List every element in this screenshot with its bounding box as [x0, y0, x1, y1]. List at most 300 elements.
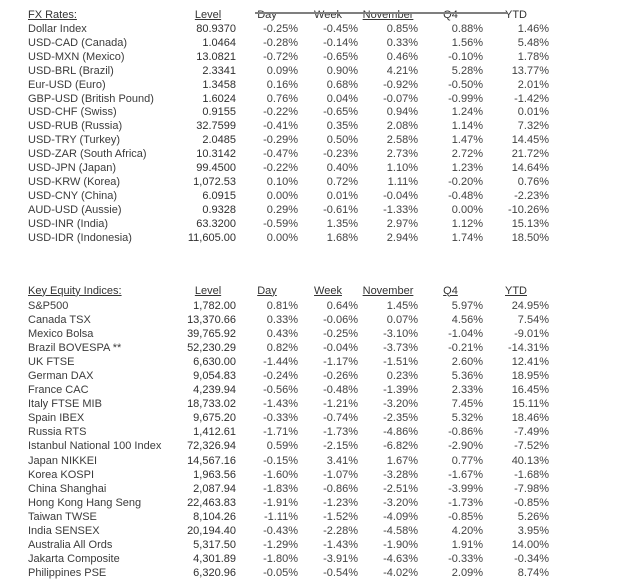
cell-q4: -0.86% [448, 426, 483, 439]
cell-week: -1.52% [323, 510, 358, 523]
cell-day: -0.72% [263, 50, 298, 63]
cell-ytd: 2.01% [517, 78, 549, 91]
cell-week: 0.72% [326, 175, 358, 188]
cell-november: -4.63% [383, 553, 418, 566]
cell-level: 0.9155 [202, 106, 236, 119]
cell-day: -0.59% [263, 217, 298, 230]
cell-november: -3.73% [383, 341, 418, 354]
cell-day: -0.47% [263, 148, 298, 161]
cell-ytd: 14.64% [511, 162, 549, 175]
cell-ytd: 24.95% [511, 299, 549, 312]
row-label: China Shanghai [28, 482, 107, 495]
table-row [0, 468, 549, 482]
cell-level: 11,605.00 [187, 231, 236, 244]
cell-level: 2,087.94 [193, 482, 236, 495]
cell-week: -1.21% [323, 398, 358, 411]
table-row [0, 439, 549, 453]
cell-q4: 0.77% [451, 454, 483, 467]
cell-week: -0.25% [323, 327, 358, 340]
cell-level: 1.6024 [202, 92, 236, 105]
cell-q4: -1.67% [448, 468, 483, 481]
cell-week: -0.54% [323, 567, 358, 580]
cell-november: 1.45% [386, 299, 418, 312]
cell-level: 2.0485 [202, 134, 236, 147]
cell-q4: -0.85% [448, 510, 483, 523]
cell-ytd: -1.42% [514, 92, 549, 105]
cell-ytd: 16.45% [511, 384, 549, 397]
row-label: Italy FTSE MIB [28, 398, 102, 411]
cell-day: -1.60% [263, 468, 298, 481]
cell-q4: 7.45% [451, 398, 483, 411]
cell-ytd: 13.77% [511, 64, 549, 77]
key-equity-indices-column-header-november: November [362, 284, 414, 297]
cell-ytd: -10.26% [508, 203, 549, 216]
table-row [0, 79, 549, 93]
table-row [0, 411, 549, 425]
cell-level: 6,320.96 [193, 567, 236, 580]
cell-ytd: 15.11% [512, 398, 549, 411]
fx-rates-column-header-week: Week [314, 9, 342, 21]
table-row [0, 369, 549, 383]
cell-day: -1.83% [263, 482, 298, 495]
fx-equity-report-page [0, 7, 640, 581]
row-label: S&P500 [28, 299, 69, 312]
cell-ytd: -7.49% [514, 426, 549, 439]
cell-week: -0.04% [323, 341, 358, 354]
cell-week: -0.74% [323, 412, 358, 425]
cell-level: 1,963.56 [193, 468, 236, 481]
cell-level: 6.0915 [202, 189, 236, 202]
cell-week: -0.86% [323, 482, 358, 495]
cell-november: -4.09% [383, 510, 418, 523]
cell-november: -4.86% [383, 426, 418, 439]
cell-week: -0.61% [323, 203, 358, 216]
cell-november: 0.33% [386, 36, 418, 49]
fx-header-row [0, 7, 549, 23]
fx-rates-column-header-ytd: YTD [505, 9, 527, 21]
fx-rates-column-header-day: Day [257, 9, 277, 21]
row-label: GBP-USD (British Pound) [28, 92, 154, 105]
cell-q4: 1.23% [451, 162, 483, 175]
row-label: Mexico Bolsa [28, 327, 94, 340]
cell-q4: 1.12% [451, 217, 483, 230]
fx-rates-table [0, 7, 549, 246]
table-row [0, 190, 549, 204]
cell-day: -0.25% [263, 23, 298, 35]
table-row [0, 65, 549, 79]
cell-november: -6.82% [383, 440, 418, 453]
cell-level: 32.7599 [196, 120, 236, 133]
key-equity-indices-table [0, 284, 549, 581]
cell-week: 1.68% [326, 231, 358, 244]
cell-november: -3.20% [383, 496, 418, 509]
table-row [0, 204, 549, 218]
row-label: Spain IBEX [28, 412, 85, 425]
table-row [0, 327, 549, 341]
cell-day: -1.71% [263, 426, 298, 439]
cell-november: -3.28% [383, 468, 418, 481]
cell-day: 0.59% [266, 440, 298, 453]
cell-week: -1.23% [323, 496, 358, 509]
row-label: India SENSEX [28, 525, 100, 537]
cell-q4: 5.32% [451, 412, 483, 425]
cell-day: 0.33% [266, 313, 298, 326]
table-row [0, 232, 549, 246]
cell-q4: -2.90% [448, 440, 483, 453]
cell-q4: 0.00% [451, 203, 483, 216]
cell-ytd: 8.74% [517, 567, 549, 580]
cell-q4: 2.60% [451, 355, 483, 368]
cell-q4: 0.88% [451, 23, 483, 35]
cell-november: -3.20% [383, 398, 418, 411]
cell-ytd: 0.76% [517, 175, 549, 188]
table-row [0, 176, 549, 190]
cell-day: 0.29% [266, 203, 298, 216]
row-label: USD-CNY (China) [28, 189, 118, 202]
row-label: Hong Kong Hang Seng [28, 496, 142, 509]
cell-week: 0.35% [326, 120, 358, 133]
row-label: Australia All Ords [28, 539, 113, 552]
cell-ytd: 0.01% [517, 106, 549, 119]
cell-level: 1,412.61 [193, 426, 236, 439]
cell-level: 22,463.83 [187, 496, 236, 509]
row-label: Jakarta Composite [28, 553, 120, 566]
cell-day: 0.81% [266, 299, 298, 312]
row-label: German DAX [28, 369, 94, 382]
cell-day: -1.29% [263, 539, 298, 552]
row-label: USD-JPN (Japan) [28, 162, 117, 175]
cell-week: 0.01% [326, 189, 358, 202]
cell-level: 13,370.66 [187, 313, 236, 326]
cell-day: -0.41% [263, 120, 298, 133]
row-label: USD-ZAR (South Africa) [28, 148, 147, 161]
cell-ytd: 12.41% [511, 355, 549, 368]
cell-week: -0.48% [323, 384, 358, 397]
cell-week: -0.65% [323, 50, 358, 63]
cell-day: -0.28% [263, 36, 298, 49]
cell-ytd: 3.95% [517, 525, 549, 537]
cell-q4: -0.33% [448, 553, 483, 566]
cell-week: -1.73% [323, 426, 358, 439]
cell-q4: 1.56% [451, 36, 483, 49]
cell-level: 39,765.92 [187, 327, 236, 340]
cell-ytd: -0.34% [514, 553, 549, 566]
cell-q4: 4.20% [451, 525, 483, 537]
table-row [0, 552, 549, 566]
cell-day: -0.15% [263, 454, 298, 467]
cell-ytd: -7.98% [514, 482, 549, 495]
cell-ytd: 18.95% [511, 369, 549, 382]
cell-ytd: 40.13% [511, 454, 549, 467]
cell-week: 0.90% [326, 64, 358, 77]
cell-level: 10.3142 [196, 148, 236, 161]
row-label: Istanbul National 100 Index [28, 440, 162, 453]
cell-november: 2.58% [386, 134, 418, 147]
cell-level: 52,230.29 [187, 341, 236, 354]
equity-header-row [0, 284, 549, 299]
cell-day: 0.76% [266, 92, 298, 105]
row-label: USD-TRY (Turkey) [28, 134, 121, 147]
cell-november: -3.10% [383, 327, 418, 340]
cell-november: 2.08% [386, 120, 418, 133]
cell-november: -0.04% [383, 189, 418, 202]
cell-day: -0.22% [263, 162, 298, 175]
cell-november: -1.90% [383, 539, 418, 552]
cell-level: 14,567.16 [187, 454, 236, 467]
cell-ytd: 21.72% [511, 148, 549, 161]
cell-week: -0.14% [323, 36, 358, 49]
cell-day: -1.11% [263, 510, 298, 523]
cell-november: -1.39% [383, 384, 418, 397]
cell-november: 0.07% [386, 313, 418, 326]
cell-level: 8,104.26 [193, 510, 236, 523]
table-row [0, 120, 549, 134]
cell-q4: 1.47% [451, 134, 483, 147]
cell-november: 2.94% [386, 231, 418, 244]
cell-day: 0.00% [266, 189, 298, 202]
cell-q4: 2.33% [451, 384, 483, 397]
cell-q4: 5.97% [451, 299, 483, 312]
cell-week: -0.06% [323, 313, 358, 326]
cell-ytd: -14.31% [508, 341, 549, 354]
cell-q4: 2.09% [451, 567, 483, 580]
cell-q4: -1.73% [448, 496, 483, 509]
row-label: USD-IDR (Indonesia) [28, 231, 132, 244]
cell-november: 1.10% [386, 162, 418, 175]
cell-q4: 1.24% [451, 106, 483, 119]
table-row [0, 496, 549, 510]
cell-day: -1.91% [263, 496, 298, 509]
cell-level: 1.0464 [202, 36, 236, 49]
cell-q4: 1.14% [451, 120, 483, 133]
cell-level: 9,675.20 [193, 412, 236, 425]
row-label: Canada TSX [28, 313, 91, 326]
row-label: USD-CAD (Canada) [28, 36, 128, 49]
cell-week: 0.68% [326, 78, 358, 91]
cell-level: 63.3200 [196, 217, 236, 230]
cell-level: 18,733.02 [187, 398, 236, 411]
row-label: Taiwan TWSE [28, 510, 97, 523]
table-row [0, 482, 549, 496]
row-label: Dollar Index [28, 23, 87, 35]
table-row [0, 162, 549, 176]
cell-week: 3.41% [326, 454, 358, 467]
fx-rates-column-header-november: November [362, 9, 414, 21]
cell-level: 1,782.00 [193, 299, 236, 312]
cell-november: -1.33% [383, 203, 418, 216]
cell-q4: 5.28% [451, 64, 483, 77]
table-row [0, 313, 549, 327]
cell-week: -0.65% [323, 106, 358, 119]
cell-day: -0.22% [263, 106, 298, 119]
row-label: Russia RTS [28, 426, 87, 439]
cell-november: 1.11% [387, 175, 418, 188]
cell-level: 9,054.83 [193, 369, 236, 382]
cell-q4: -0.10% [448, 50, 483, 63]
cell-week: 1.35% [326, 217, 358, 230]
cell-day: -0.05% [263, 567, 298, 580]
table-row [0, 134, 549, 148]
cell-level: 13.0821 [196, 50, 236, 63]
row-label: Japan NIKKEI [28, 454, 98, 467]
cell-q4: -3.99% [448, 482, 483, 495]
cell-q4: -0.20% [448, 175, 483, 188]
cell-day: 0.43% [266, 327, 298, 340]
table-row [0, 454, 549, 468]
cell-november: -4.02% [383, 567, 418, 580]
cell-day: 0.10% [266, 175, 298, 188]
cell-ytd: 1.78% [517, 50, 549, 63]
cell-day: -1.80% [263, 553, 298, 566]
key-equity-indices-column-header-q4: Q4 [443, 284, 458, 297]
cell-level: 80.9370 [196, 23, 236, 35]
cell-ytd: -7.52% [514, 440, 549, 453]
cell-november: 1.67% [386, 454, 418, 467]
row-label: Korea KOSPI [28, 468, 95, 481]
cell-week: -1.17% [323, 355, 358, 368]
cell-week: -2.28% [323, 525, 358, 537]
row-label: USD-KRW (Korea) [28, 175, 121, 188]
cell-day: -0.43% [263, 525, 298, 537]
table-row [0, 538, 549, 552]
table-row [0, 355, 549, 369]
cell-november: -0.07% [383, 92, 418, 105]
key-equity-indices-section-title: Key Equity Indices: [28, 284, 122, 297]
cell-week: -0.23% [323, 148, 358, 161]
cell-day: 0.82% [266, 341, 298, 354]
cell-ytd: 1.46% [517, 23, 549, 35]
cell-ytd: 7.32% [517, 120, 549, 133]
cell-day: -0.29% [263, 134, 298, 147]
cell-november: 4.21% [386, 64, 418, 77]
table-row [0, 93, 549, 107]
cell-week: 0.04% [326, 92, 358, 105]
cell-ytd: -0.85% [514, 496, 549, 509]
cell-november: 0.46% [386, 50, 418, 63]
cell-november: 0.94% [386, 106, 418, 119]
cell-ytd: 14.00% [511, 539, 549, 552]
cell-day: 0.16% [266, 78, 298, 91]
cell-level: 4,301.89 [193, 553, 236, 566]
cell-q4: 1.91% [451, 539, 483, 552]
cell-day: 0.00% [266, 231, 298, 244]
table-row [0, 148, 549, 162]
table-row [0, 383, 549, 397]
cell-week: 0.64% [326, 299, 358, 312]
table-row [0, 299, 549, 313]
cell-ytd: 14.45% [511, 134, 549, 147]
table-row [0, 106, 549, 120]
cell-ytd: 5.48% [517, 36, 549, 49]
cell-ytd: 5.26% [517, 510, 549, 523]
cell-level: 6,630.00 [193, 355, 236, 368]
cell-week: -1.07% [323, 468, 358, 481]
cell-level: 1.3458 [202, 78, 236, 91]
cell-week: 0.50% [326, 134, 358, 147]
fx-header-rule [255, 12, 507, 14]
table-row [0, 218, 549, 232]
row-label: USD-INR (India) [28, 217, 109, 230]
cell-level: 20,194.40 [187, 525, 236, 537]
cell-day: -0.56% [263, 384, 298, 397]
cell-ytd: 18.46% [511, 412, 549, 425]
key-equity-indices-column-header-week: Week [314, 284, 342, 297]
cell-november: 0.85% [386, 23, 418, 35]
cell-q4: -0.21% [448, 341, 483, 354]
row-label: USD-BRL (Brazil) [28, 64, 114, 77]
fx-rates-column-header-level: Level [194, 9, 222, 21]
cell-q4: 4.56% [451, 313, 483, 326]
cell-november: -1.51% [383, 355, 418, 368]
row-label: Philippines PSE [28, 567, 107, 580]
cell-level: 5,317.50 [193, 539, 236, 552]
table-row [0, 37, 549, 51]
row-label: USD-RUB (Russia) [28, 120, 123, 133]
cell-day: -1.43% [263, 398, 298, 411]
cell-ytd: -9.01% [514, 327, 549, 340]
fx-rates-section-title: FX Rates: [28, 9, 77, 21]
key-equity-indices-column-header-day: Day [257, 284, 277, 297]
cell-q4: -1.04% [448, 327, 483, 340]
cell-ytd: -1.68% [514, 468, 549, 481]
row-label: Eur-USD (Euro) [28, 78, 106, 91]
table-row [0, 425, 549, 439]
cell-q4: 5.36% [451, 369, 483, 382]
cell-november: -4.58% [383, 525, 418, 537]
cell-week: -2.15% [323, 440, 358, 453]
row-label: UK FTSE [28, 355, 75, 368]
cell-day: 0.09% [266, 64, 298, 77]
cell-day: -1.44% [263, 355, 298, 368]
cell-level: 1,072.53 [193, 175, 236, 188]
cell-q4: -0.48% [448, 189, 483, 202]
cell-level: 99.4500 [196, 162, 236, 175]
cell-level: 72,326.94 [187, 440, 236, 453]
fx-rates-column-header-q4: Q4 [443, 9, 458, 21]
cell-q4: -0.50% [448, 78, 483, 91]
row-label: AUD-USD (Aussie) [28, 203, 122, 216]
cell-ytd: -2.23% [514, 189, 549, 202]
table-row [0, 341, 549, 355]
key-equity-indices-column-header-ytd: YTD [505, 284, 527, 297]
cell-week: -0.26% [323, 369, 358, 382]
table-row [0, 524, 549, 538]
cell-level: 4,239.94 [193, 384, 236, 397]
cell-week: -0.45% [323, 23, 358, 35]
cell-week: -3.91% [323, 553, 358, 566]
cell-level: 0.9328 [202, 203, 236, 216]
cell-november: 2.97% [386, 217, 418, 230]
cell-november: -0.92% [383, 78, 418, 91]
cell-day: -0.33% [263, 412, 298, 425]
row-label: France CAC [28, 384, 89, 397]
table-row [0, 510, 549, 524]
table-row [0, 23, 549, 37]
cell-november: -2.35% [383, 412, 418, 425]
cell-q4: -0.99% [448, 92, 483, 105]
cell-q4: 2.72% [451, 148, 483, 161]
table-row [0, 397, 549, 411]
cell-november: -2.51% [383, 482, 418, 495]
cell-day: -0.24% [263, 369, 298, 382]
cell-ytd: 18.50% [511, 231, 549, 244]
table-row [0, 566, 549, 580]
cell-ytd: 7.54% [517, 313, 549, 326]
cell-november: 0.23% [386, 369, 418, 382]
cell-november: 2.73% [386, 148, 418, 161]
cell-ytd: 15.13% [511, 217, 549, 230]
row-label: USD-CHF (Swiss) [28, 106, 117, 119]
